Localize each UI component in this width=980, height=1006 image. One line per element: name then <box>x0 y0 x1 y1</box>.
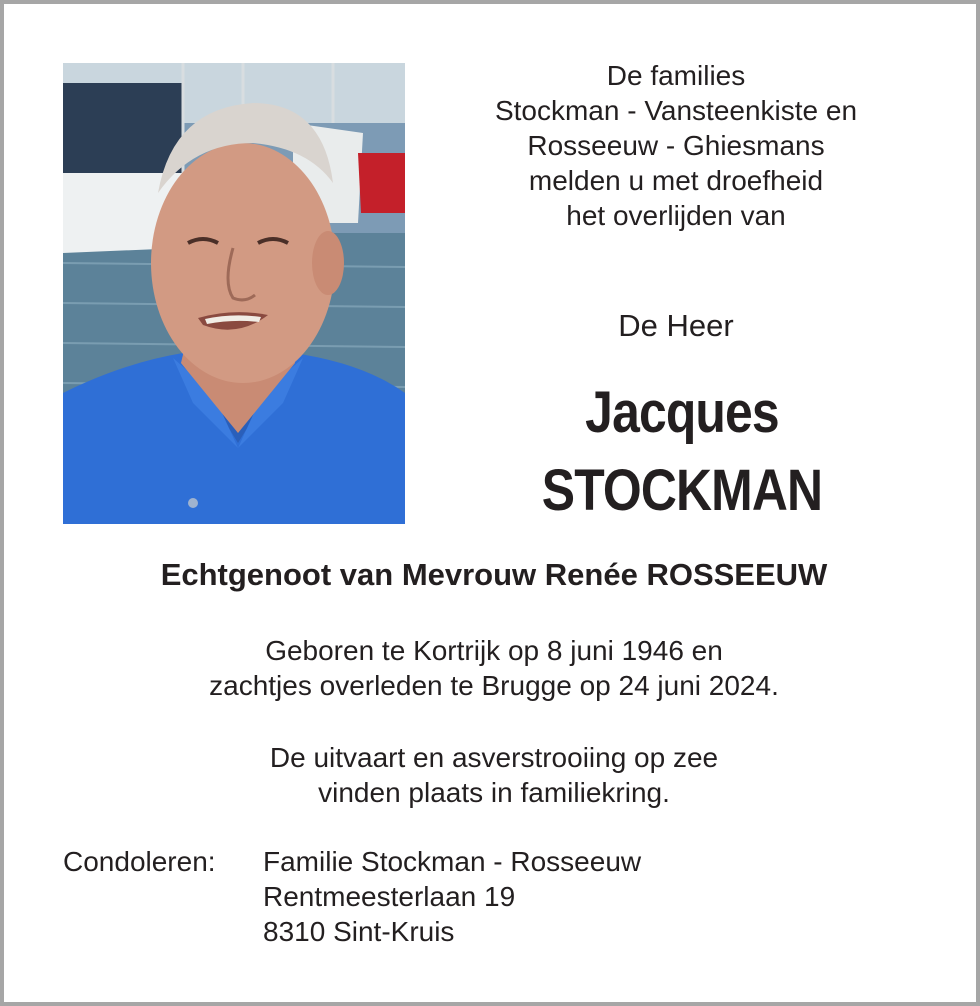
condolences-label: Condoleren: <box>63 846 216 877</box>
intro-line: De families <box>606 60 746 91</box>
condolences-street: Rentmeesterlaan 19 <box>263 881 516 912</box>
deceased-last-name: STOCKMAN <box>541 458 823 523</box>
funeral-line: vinden plaats in familiekring. <box>318 777 670 808</box>
birth-line: Geboren te Kortrijk op 8 juni 1946 en <box>265 635 723 666</box>
funeral-line: De uitvaart en asverstrooiing op zee <box>269 742 719 773</box>
condolences-city: 8310 Sint-Kruis <box>263 916 455 947</box>
spouse-line: Echtgenoot van Mevrouw Renée ROSSEEUW <box>160 557 828 592</box>
intro-line: Rosseeuw - Ghiesmans <box>527 130 825 161</box>
death-line: zachtjes overleden te Brugge op 24 juni 2024. <box>209 670 779 701</box>
portrait-photo-illustration <box>63 63 405 524</box>
funeral-info <box>4 740 980 810</box>
intro-line: het overlijden van <box>566 200 786 231</box>
portrait-photo <box>63 63 405 524</box>
announcement-intro <box>444 58 908 233</box>
deceased-title: De Heer <box>618 308 734 343</box>
deceased-first-name: Jacques <box>585 380 779 445</box>
intro-line: melden u met droefheid <box>528 165 824 196</box>
condolences-address <box>263 844 641 949</box>
life-dates <box>4 633 980 703</box>
intro-line: Stockman - Vansteenkiste en <box>494 95 858 126</box>
condolences-family: Familie Stockman - Rosseeuw <box>263 846 642 877</box>
